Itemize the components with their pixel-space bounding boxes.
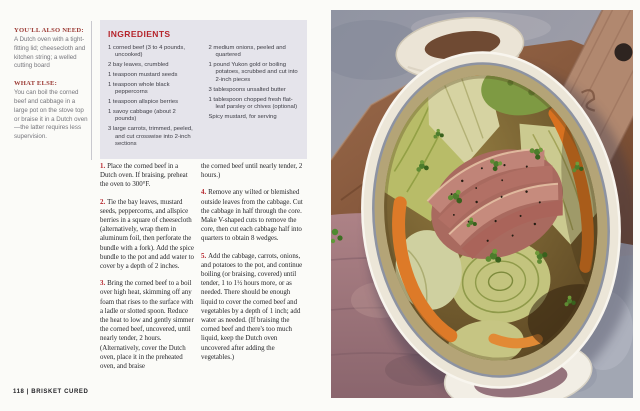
also-need-section xyxy=(14,27,88,71)
ingredient-item: 3 large carrots, trimmed, peeled, and cut crosswise into 2-inch sections xyxy=(108,126,193,147)
ingredient-item: 1 corned beef (3 to 4 pounds, uncooked) xyxy=(108,45,185,59)
step-text: Add the cabbage, carrots, onions, and potatoes to the pot, and continue boiling (or braising, covered) until tender, 1 to 1½ hours more, or as needed. There should be enough liquid to cover the corned beef and vegetables by a depth of 1 inch; add water as needed. (If braising the corned beef and there's too much liquid, keep the Dutch oven uncovered after adding the vegetables.) xyxy=(201,252,303,361)
what-else-heading: WHAT ELSE: xyxy=(14,80,57,88)
ingredient-item: 2 bay leaves, crumbled xyxy=(108,62,169,69)
what-else-section xyxy=(14,80,88,142)
step-number: 3. xyxy=(100,280,106,288)
ingredient-item: 1 tablespoon chopped fresh flat-leaf parsley or chives (optional) xyxy=(208,96,298,110)
ingredient-item: 1 teaspoon allspice berries xyxy=(108,99,179,106)
ingredients-panel xyxy=(100,20,307,159)
also-need-text: A Dutch oven with a tight-fitting lid; cheesecloth and kitchen string; a welled cutting board xyxy=(14,36,86,70)
instructions-column-1 xyxy=(100,162,196,379)
step-number: 5. xyxy=(201,252,207,260)
step-text: Remove any wilted or blemished outside leaves from the cabbage. Cut the cabbage in half through the core. Make V-shaped cuts to remove the core, then cut each cabbage half into quarters to obtain 8 wedges. xyxy=(201,189,303,243)
recipe-photo xyxy=(331,10,633,398)
ingredient-item: 1 savoy cabbage (about 2 pounds) xyxy=(108,109,176,123)
also-need-heading: YOU'LL ALSO NEED: xyxy=(14,27,84,34)
step-number: 1. xyxy=(100,163,106,170)
step-number: 2. xyxy=(100,198,106,206)
step-paragraph xyxy=(201,252,307,362)
step-text: Place the corned beef in a Dutch oven. If braising, preheat the oven to 300°F. xyxy=(100,163,188,189)
ingredient-item: Spicy mustard, for serving xyxy=(208,113,277,120)
sidebar-divider xyxy=(91,21,92,160)
step-paragraph xyxy=(100,279,196,371)
instructions-column-2 xyxy=(201,162,307,370)
step-paragraph xyxy=(201,188,307,243)
page-footer: 118 | BRISKET CURED xyxy=(13,389,89,395)
step-paragraph xyxy=(100,162,196,190)
ingredients-heading: INGREDIENTS xyxy=(108,29,171,39)
step-text: Bring the corned beef to a boil over high heat, skimming off any foam that rises to the surface with a ladle or slotted spoon. Reduce the heat to low and gently simmer the corned beef, uncovered, until nearly tender, 2 hours. (Alternatively, cover the Dutch oven, place it in the preheated oven, and braise xyxy=(100,280,194,371)
step-continuation: the corned beef until nearly tender, 2 hours.) xyxy=(201,163,303,180)
ingredient-item: 2 medium onions, peeled and quartered xyxy=(208,45,286,59)
step-number: 4. xyxy=(201,189,207,197)
what-else-text: You can boil the corned beef and cabbage in a large pot on the stove top or braise it in a Dutch oven—the latter requires less supervision. xyxy=(14,89,88,141)
ingredients-column-2 xyxy=(209,45,300,151)
sidebar-notes xyxy=(14,27,88,151)
ingredient-item: 3 tablespoons unsalted butter xyxy=(208,86,286,93)
ingredients-column-1 xyxy=(108,45,199,151)
ingredient-item: 1 pound Yukon gold or boiling potatoes, scrubbed and cut into 2-inch pieces xyxy=(208,62,298,83)
ingredient-item: 1 teaspoon mustard seeds xyxy=(108,72,178,79)
step-paragraph xyxy=(100,198,196,272)
ingredient-item: 1 teaspoon whole black peppercorns xyxy=(108,81,170,96)
step-text: Tie the bay leaves, mustard seeds, peppercorns, and allspice berries in a square of cheesecloth (alternatively, wrap them in aluminum foil, then perforate the bundle with a fork). Add the spice bundle to the pot and add water to cover by a depth of 2 inches. xyxy=(100,198,194,271)
ingredients-columns xyxy=(108,45,299,151)
photo-page xyxy=(331,10,633,398)
